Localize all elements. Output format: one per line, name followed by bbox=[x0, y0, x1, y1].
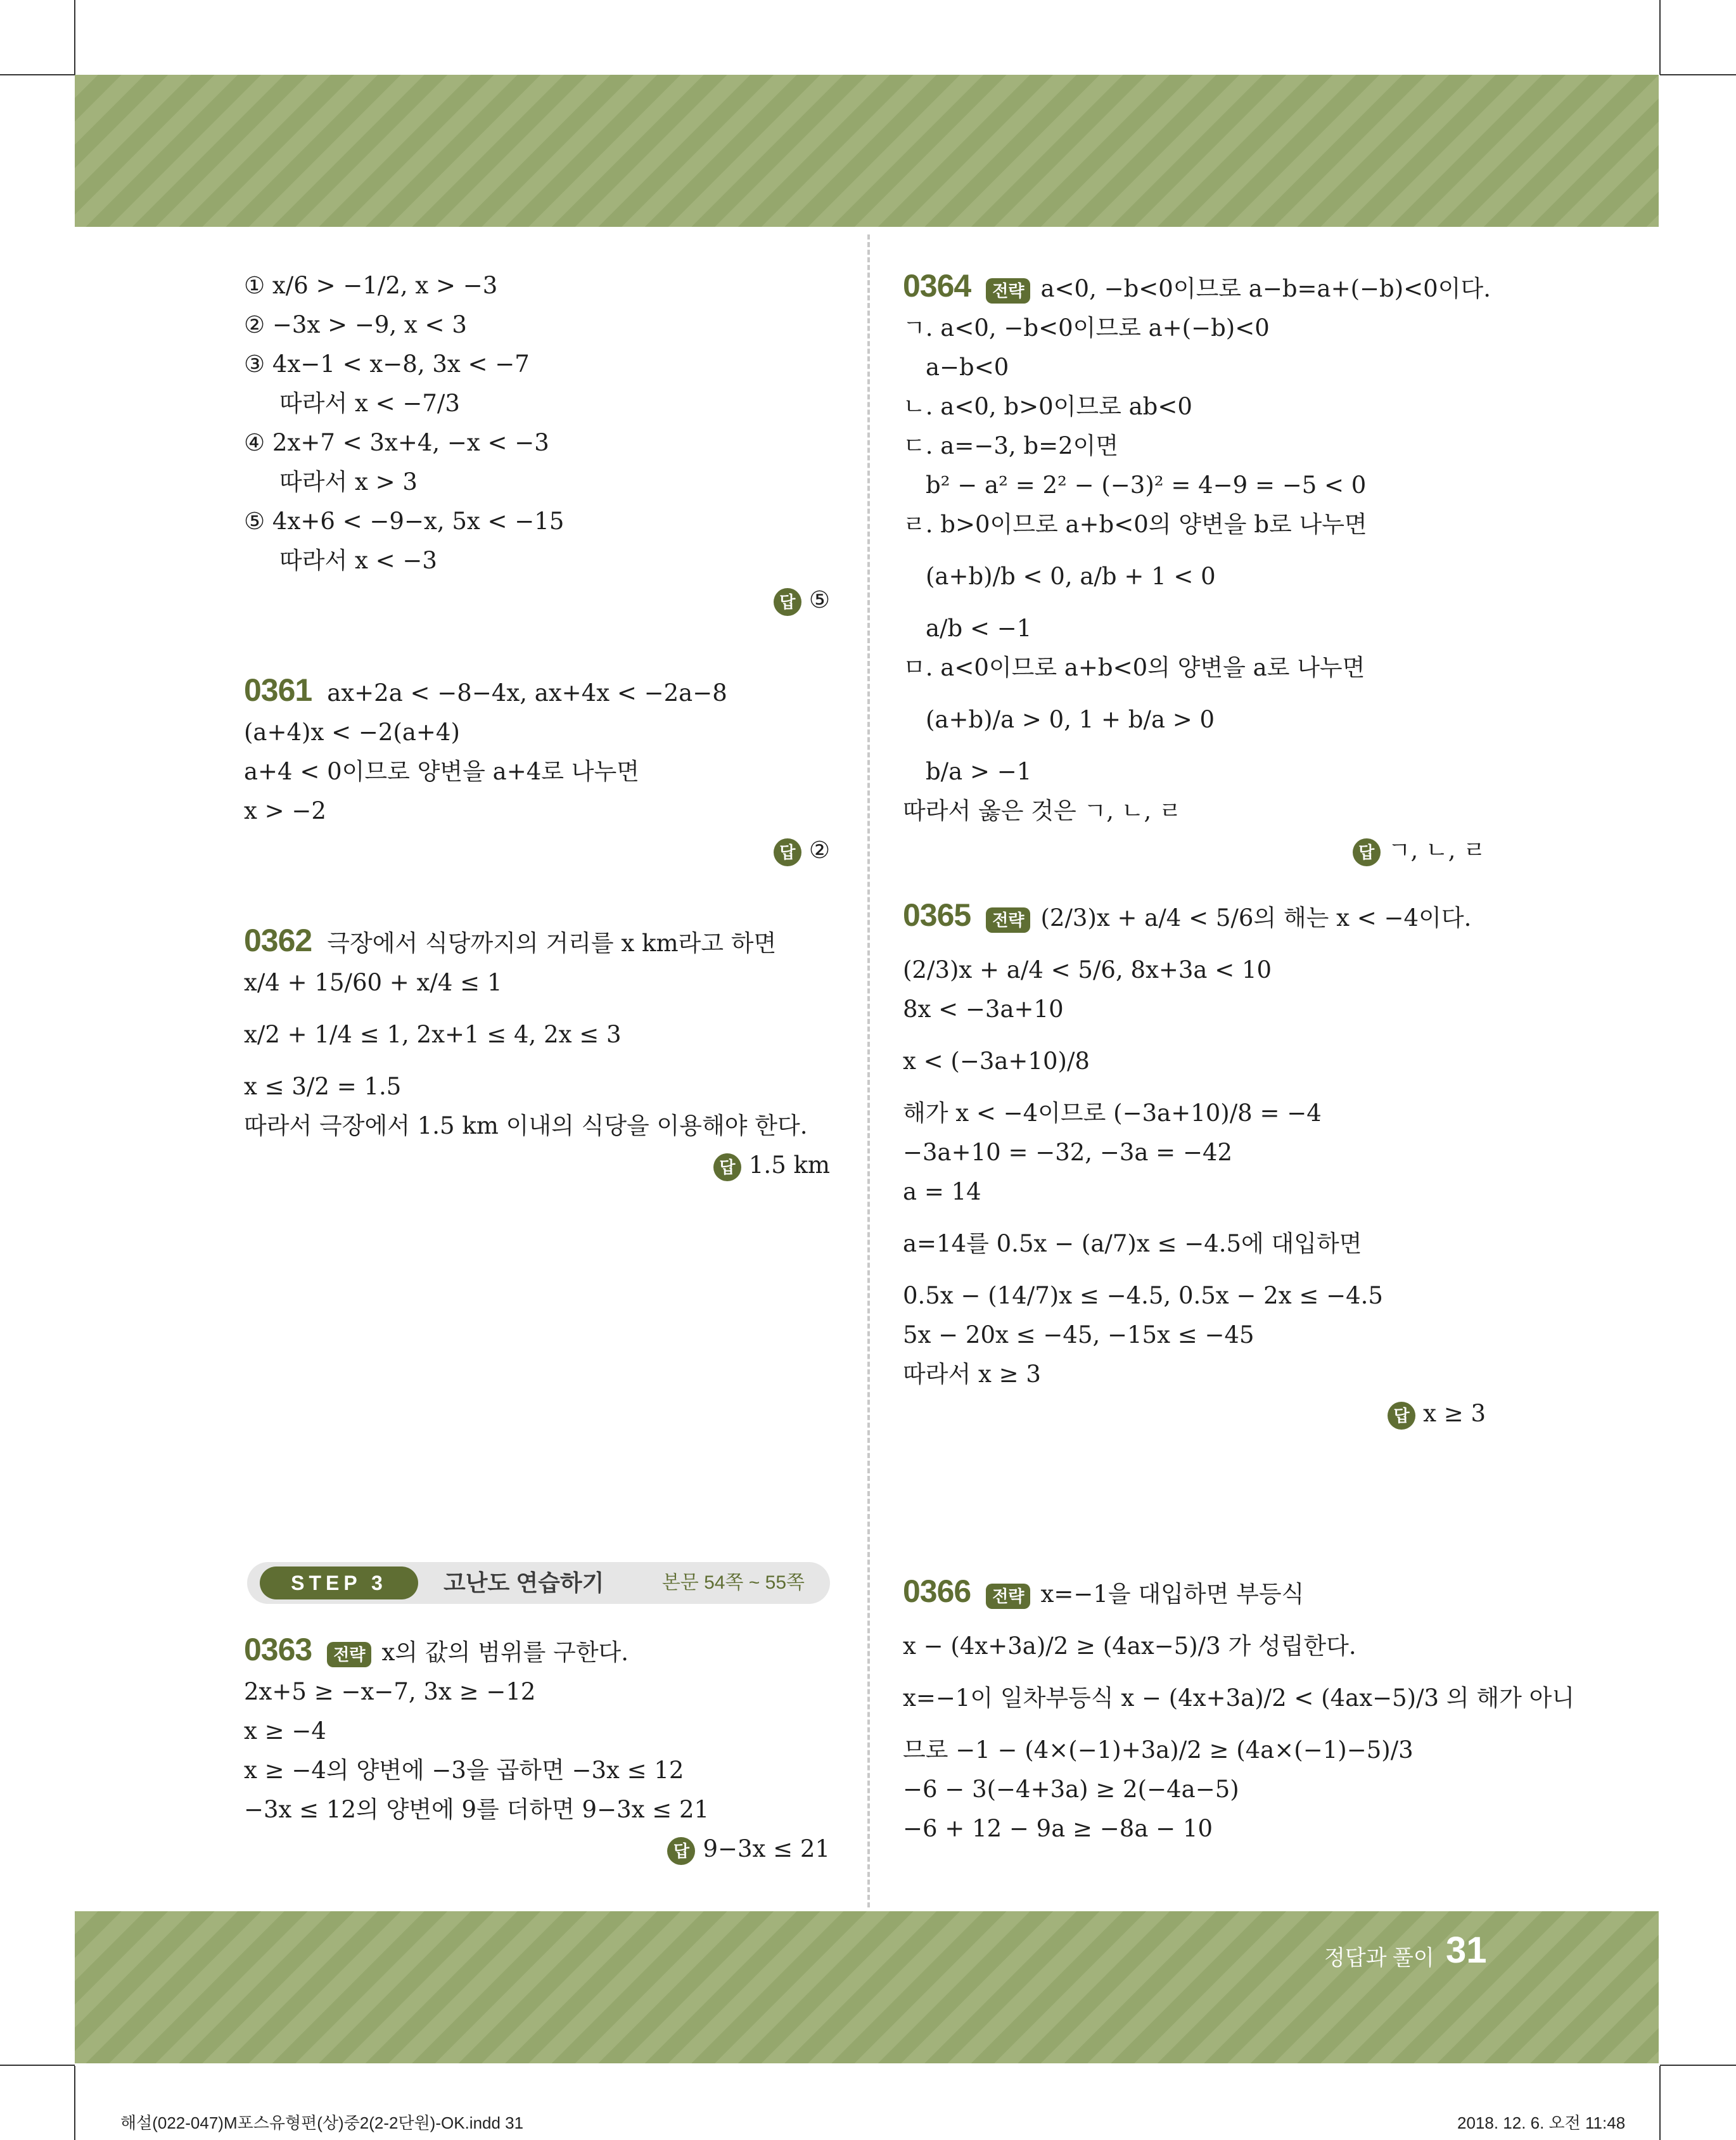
answer-row bbox=[244, 831, 830, 870]
crop-mark bbox=[1659, 0, 1661, 75]
step-header bbox=[247, 1562, 830, 1604]
solution-line: −3x ≤ 12의 양변에 9를 더하면 9−3x ≤ 21 bbox=[244, 1796, 710, 1823]
column-divider bbox=[867, 234, 870, 1907]
crop-mark bbox=[74, 0, 75, 75]
bottom-decorative-band bbox=[75, 1911, 1659, 2063]
solution-line: x=−1을 대입하면 부등식 bbox=[1040, 1580, 1305, 1608]
solution-line: b/a > −1 bbox=[926, 758, 1032, 785]
solution-line: ㄱ. a<0, −b<0이므로 a+(−b)<0 bbox=[903, 314, 1270, 342]
crop-mark bbox=[74, 2066, 75, 2140]
problem-0366 bbox=[903, 1572, 1575, 1848]
solution-line: ① x/6 > −1/2, x > −3 bbox=[244, 272, 498, 299]
right-column bbox=[903, 266, 1491, 1433]
solution-line: 따라서 옳은 것은 ㄱ, ㄴ, ㄹ bbox=[903, 797, 1182, 824]
solution-line: ③ 4x−1 < x−8, 3x < −7 bbox=[244, 350, 530, 378]
solution-line: a+4 < 0이므로 양변을 a+4로 나누면 bbox=[244, 758, 639, 785]
step-label: STEP 3 bbox=[260, 1567, 418, 1599]
solution-line: ㄹ. b>0이므로 a+b<0의 양변을 b로 나누면 bbox=[903, 511, 1367, 538]
answer-row bbox=[244, 1829, 830, 1869]
answer-row bbox=[903, 831, 1486, 870]
solution-line: 따라서 x > 3 bbox=[279, 468, 418, 496]
answer-badge: 답 bbox=[774, 838, 801, 866]
solution-line: x=−1이 일차부등식 x − (4x+3a)/2 < (4ax−5)/3 의 해가 아니 bbox=[903, 1684, 1575, 1712]
solution-line: a−b<0 bbox=[926, 354, 1009, 381]
problem-number: 0366 bbox=[903, 1573, 971, 1609]
solution-line: b² − a² = 2² − (−3)² = 4−9 = −5 < 0 bbox=[926, 471, 1367, 499]
solution-line: 해가 x < −4이므로 (−3a+10)/8 = −4 bbox=[903, 1099, 1322, 1127]
solution-line: −6 − 3(−4+3a) ≥ 2(−4a−5) bbox=[903, 1776, 1239, 1803]
answer-badge: 답 bbox=[1388, 1402, 1415, 1430]
problem-0361 bbox=[244, 670, 830, 870]
solution-line: x ≤ 3/2 = 1.5 bbox=[244, 1073, 402, 1100]
strategy-badge: 전략 bbox=[986, 907, 1030, 933]
solution-line: x < (−3a+10)/8 bbox=[903, 1048, 1090, 1075]
solution-line: 8x < −3a+10 bbox=[903, 996, 1064, 1023]
print-slug-file: 해설(022-047)M포스유형편(상)중2(2-2단원)-OK.indd 31 bbox=[120, 2113, 524, 2132]
crop-mark bbox=[0, 2065, 75, 2066]
solution-line: ④ 2x+7 < 3x+4, −x < −3 bbox=[244, 429, 549, 456]
answer-row bbox=[903, 1394, 1486, 1433]
solution-line: (2/3)x + a/4 < 5/6, 8x+3a < 10 bbox=[903, 956, 1272, 984]
problem-number: 0362 bbox=[244, 923, 312, 958]
solution-line: 따라서 x ≥ 3 bbox=[903, 1361, 1041, 1388]
footer-label: 정답과 풀이 bbox=[1324, 1946, 1434, 1970]
problem-0362 bbox=[244, 921, 830, 1185]
print-slug-date: 2018. 12. 6. 오전 11:48 bbox=[1457, 2113, 1626, 2132]
strategy-badge: 전략 bbox=[986, 278, 1030, 304]
answer-badge: 답 bbox=[667, 1837, 695, 1865]
solution-line: a=14를 0.5x − (a/7)x ≤ −4.5에 대입하면 bbox=[903, 1230, 1362, 1257]
step-page-ref: 본문 54쪽 ~ 55쪽 bbox=[661, 1572, 805, 1593]
problem-number: 0363 bbox=[244, 1632, 312, 1667]
solution-line: x의 값의 범위를 구한다. bbox=[381, 1639, 629, 1666]
solution-line: ⑤ 4x+6 < −9−x, 5x < −15 bbox=[244, 508, 565, 535]
strategy-badge: 전략 bbox=[986, 1584, 1030, 1609]
solution-line: ㄴ. a<0, b>0이므로 ab<0 bbox=[903, 393, 1192, 420]
solution-line: −6 + 12 − 9a ≥ −8a − 10 bbox=[903, 1815, 1213, 1842]
answer-row bbox=[244, 580, 830, 620]
answer-value: ㄱ, ㄴ, ㄹ bbox=[1388, 836, 1486, 864]
solution-line: x/4 + 15/60 + x/4 ≤ 1 bbox=[244, 969, 502, 996]
problem-number: 0361 bbox=[244, 672, 312, 708]
solution-line: x ≥ −4 bbox=[244, 1717, 326, 1745]
problem-0365 bbox=[903, 895, 1486, 1433]
solution-line: a<0, −b<0이므로 a−b=a+(−b)<0이다. bbox=[1040, 275, 1491, 302]
answer-value: ⑤ bbox=[808, 586, 830, 613]
answer-badge: 답 bbox=[713, 1153, 741, 1181]
solution-line: 0.5x − (14/7)x ≤ −4.5, 0.5x − 2x ≤ −4.5 bbox=[903, 1282, 1383, 1309]
step-title: 고난도 연습하기 bbox=[444, 1570, 604, 1596]
solution-line: 5x − 20x ≤ −45, −15x ≤ −45 bbox=[903, 1321, 1254, 1349]
solution-line: 2x+5 ≥ −x−7, 3x ≥ −12 bbox=[244, 1678, 536, 1705]
problem-0364 bbox=[903, 266, 1491, 870]
solution-line: (a+b)/a > 0, 1 + b/a > 0 bbox=[926, 706, 1215, 733]
crop-mark bbox=[1659, 2066, 1661, 2140]
page-number: 31 bbox=[1446, 1930, 1487, 1971]
prev-solution bbox=[244, 266, 830, 620]
solution-line: 따라서 x < −3 bbox=[279, 547, 437, 574]
solution-line: x ≥ −4의 양변에 −3을 곱하면 −3x ≤ 12 bbox=[244, 1757, 684, 1784]
solution-line: 따라서 x < −7/3 bbox=[279, 390, 460, 417]
solution-line: 므로 −1 − (4×(−1)+3a)/2 ≥ (4a×(−1)−5)/3 bbox=[903, 1736, 1414, 1764]
solution-line: (a+4)x < −2(a+4) bbox=[244, 719, 460, 746]
problem-0363 bbox=[244, 1630, 830, 1869]
solution-line: ② −3x > −9, x < 3 bbox=[244, 311, 467, 338]
crop-mark bbox=[1660, 74, 1736, 75]
solution-line: a/b < −1 bbox=[926, 615, 1032, 642]
answer-value: ② bbox=[808, 836, 830, 864]
answer-value: x ≥ 3 bbox=[1423, 1400, 1486, 1427]
answer-row bbox=[244, 1146, 830, 1185]
solution-line: a = 14 bbox=[903, 1178, 981, 1205]
problem-number: 0365 bbox=[903, 897, 971, 933]
solution-line: x > −2 bbox=[244, 797, 326, 824]
left-column bbox=[244, 266, 830, 1185]
crop-mark bbox=[0, 74, 75, 75]
answer-badge: 답 bbox=[1353, 838, 1381, 866]
solution-line: x/2 + 1/4 ≤ 1, 2x+1 ≤ 4, 2x ≤ 3 bbox=[244, 1021, 622, 1048]
solution-line: ax+2a < −8−4x, ax+4x < −2a−8 bbox=[327, 679, 727, 707]
answer-value: 1.5 km bbox=[748, 1151, 830, 1179]
answer-value: 9−3x ≤ 21 bbox=[703, 1835, 830, 1862]
solution-line: (a+b)/b < 0, a/b + 1 < 0 bbox=[926, 563, 1216, 590]
solution-line: −3a+10 = −32, −3a = −42 bbox=[903, 1139, 1233, 1166]
solution-line: 따라서 극장에서 1.5 km 이내의 식당을 이용해야 한다. bbox=[244, 1112, 808, 1139]
solution-line: 극장에서 식당까지의 거리를 x km라고 하면 bbox=[327, 930, 777, 957]
solution-line: (2/3)x + a/4 < 5/6의 해는 x < −4이다. bbox=[1040, 904, 1472, 932]
strategy-badge: 전략 bbox=[327, 1642, 371, 1667]
crop-mark bbox=[1660, 2065, 1736, 2066]
solution-line: ㄷ. a=−3, b=2이면 bbox=[903, 432, 1119, 459]
problem-number: 0364 bbox=[903, 268, 971, 304]
solution-line: ㅁ. a<0이므로 a+b<0의 양변을 a로 나누면 bbox=[903, 654, 1365, 681]
top-decorative-band bbox=[75, 75, 1659, 227]
answer-badge: 답 bbox=[774, 588, 801, 616]
solution-line: x − (4x+3a)/2 ≥ (4ax−5)/3 가 성립한다. bbox=[903, 1632, 1356, 1660]
